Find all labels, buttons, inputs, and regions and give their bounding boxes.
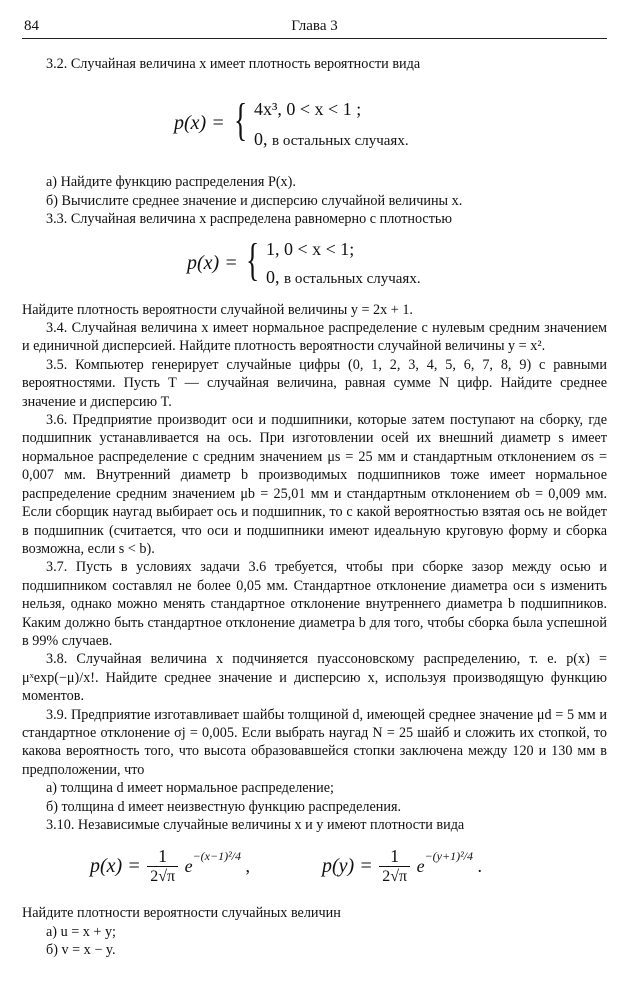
numerator-y: 1 bbox=[379, 846, 410, 867]
density-y bbox=[322, 844, 482, 886]
exp-base-x: e bbox=[184, 856, 193, 877]
problem-3-7: 3.7. Пусть в условиях задачи 3.6 требуется, чтобы при сборке зазор между осью и подшипником составлял не более 0,05 мм. Стандартное отклонение диаметра оси s изменить нельзя, однако можно менять стандартное отклонение внутреннего диаметра b подшипников. Каким должно быть стандартное отклонение диаметра b для того, чтобы сборка была успешной в 99% случаев. bbox=[22, 559, 607, 649]
density-x bbox=[90, 844, 250, 886]
problem-3-2-b: б) Вычислите среднее значение и дисперсию случайной величины x. bbox=[46, 192, 463, 209]
exponent-x: −(x−1)²/4 bbox=[192, 849, 242, 864]
problem-3-5: 3.5. Компьютер генерирует случайные цифры (0, 1, 2, 3, 4, 5, 6, 7, 8, 9) с равными вероятностями. Пусть T — случайная величина, равная сумме N цифр. Найдите среднее значение и дисперсию T. bbox=[22, 356, 607, 410]
problem-3-3-intro: 3.3. Случайная величина x распределена равномерно с плотностью bbox=[46, 211, 452, 228]
formula-case-2 bbox=[254, 127, 409, 153]
formula-3-3 bbox=[22, 229, 607, 301]
denominator-x: 2√π bbox=[150, 867, 176, 885]
problem-3-2-intro: 3.2. Случайная величина x имеет плотность вероятности вида bbox=[46, 56, 421, 72]
exp-base-y: e bbox=[416, 856, 425, 877]
problem-3-9-intro: 3.9. Предприятие изготавливает шайбы толщиной d, имеющей среднее значение μd = 5 мм и стандартное отклонение σj = 0,005. Если выбрать наугад N = 25 шайб и сложить их стопкой, то какова вероятность того, что высота образовавшейся стопки заключена между 120 и 130 мм в предположении, что bbox=[22, 706, 607, 778]
problem-3-10-tail: Найдите плотности вероятности случайных величин bbox=[22, 905, 341, 922]
problem-3-10-intro: 3.10. Независимые случайные величины x и y имеют плотности вида bbox=[46, 817, 465, 833]
formula-3-10 bbox=[22, 834, 607, 904]
numerator-x: 1 bbox=[147, 846, 178, 867]
denominator-y: 2√π bbox=[382, 867, 408, 885]
fraction-y bbox=[379, 846, 410, 887]
formula-3-2 bbox=[22, 73, 607, 173]
case-2-expr: 0, bbox=[254, 129, 268, 150]
formula-lhs: p(x) = bbox=[187, 251, 238, 274]
formula-lhs: p(x) = bbox=[174, 112, 225, 135]
formula-case-1: 4x³, 0 < x < 1 ; bbox=[254, 99, 362, 120]
fraction-x bbox=[147, 846, 178, 887]
problem-3-8: 3.8. Случайная величина x подчиняется пуассоновскому распределению, т. е. p(x) = μˣexp(−μ)/x!. Найдите среднее значение и дисперсию x, используя производящую функцию моментов. bbox=[22, 651, 607, 705]
page-content bbox=[22, 55, 607, 960]
page-number: 84 bbox=[24, 18, 39, 34]
brace: { bbox=[246, 233, 260, 285]
chapter-title: Глава 3 bbox=[291, 18, 338, 34]
problem-3-2-a: а) Найдите функцию распределения P(x). bbox=[46, 174, 296, 191]
period: . bbox=[477, 856, 483, 877]
problem-3-3-tail: Найдите плотность вероятности случайной величины y = 2x + 1. bbox=[22, 301, 413, 318]
problem-3-9-b: б) толщина d имеет неизвестную функцию распределения. bbox=[46, 798, 402, 815]
problem-3-10-b: б) v = x − y. bbox=[46, 942, 116, 959]
case-2-expr: 0, bbox=[266, 266, 280, 287]
comma: , bbox=[245, 856, 251, 877]
formula-case-2 bbox=[266, 265, 421, 291]
formula-case-1: 1, 0 < x < 1; bbox=[266, 238, 355, 259]
case-2-text: в остальных случаях. bbox=[272, 133, 409, 150]
case-2-text: в остальных случаях. bbox=[284, 270, 421, 287]
running-header bbox=[22, 12, 607, 39]
problem-3-10-a: а) u = x + y; bbox=[46, 923, 116, 940]
problem-3-6: 3.6. Предприятие производит оси и подшипники, которые затем поступают на сборку, где подшипник устанавливается на ось. При изготовлении осей их внешний диаметр s имеет нормальное распределение с средним значением μs = 25 мм и стандартным отклонением σs = 0,007 мм. Внутренний диаметр b производимых подшипников тоже имеет нормальное распределение средним значением μb = 25,01 мм и стандартным отклонением σb = 0,009 мм. Если сборщик наугад выбирает ось и подшипник, то с какой вероятностью взятая ось не войдет в подшипник (считается, что оси и подшипники имеют идеальную круговую форму и сборка возможна, если s < b). bbox=[22, 412, 607, 557]
lhs-x: p(x) = bbox=[90, 855, 141, 878]
problem-3-9-a: а) толщина d имеет нормальное распределение; bbox=[46, 780, 334, 797]
exponent-y: −(y+1)²/4 bbox=[424, 849, 474, 864]
brace: { bbox=[234, 94, 248, 146]
problem-3-4: 3.4. Случайная величина x имеет нормальное распределение с нулевым средним значением и единичной дисперсией. Найдите плотность вероятности случайной величины y = x². bbox=[22, 320, 607, 355]
lhs-y: p(y) = bbox=[322, 855, 373, 878]
